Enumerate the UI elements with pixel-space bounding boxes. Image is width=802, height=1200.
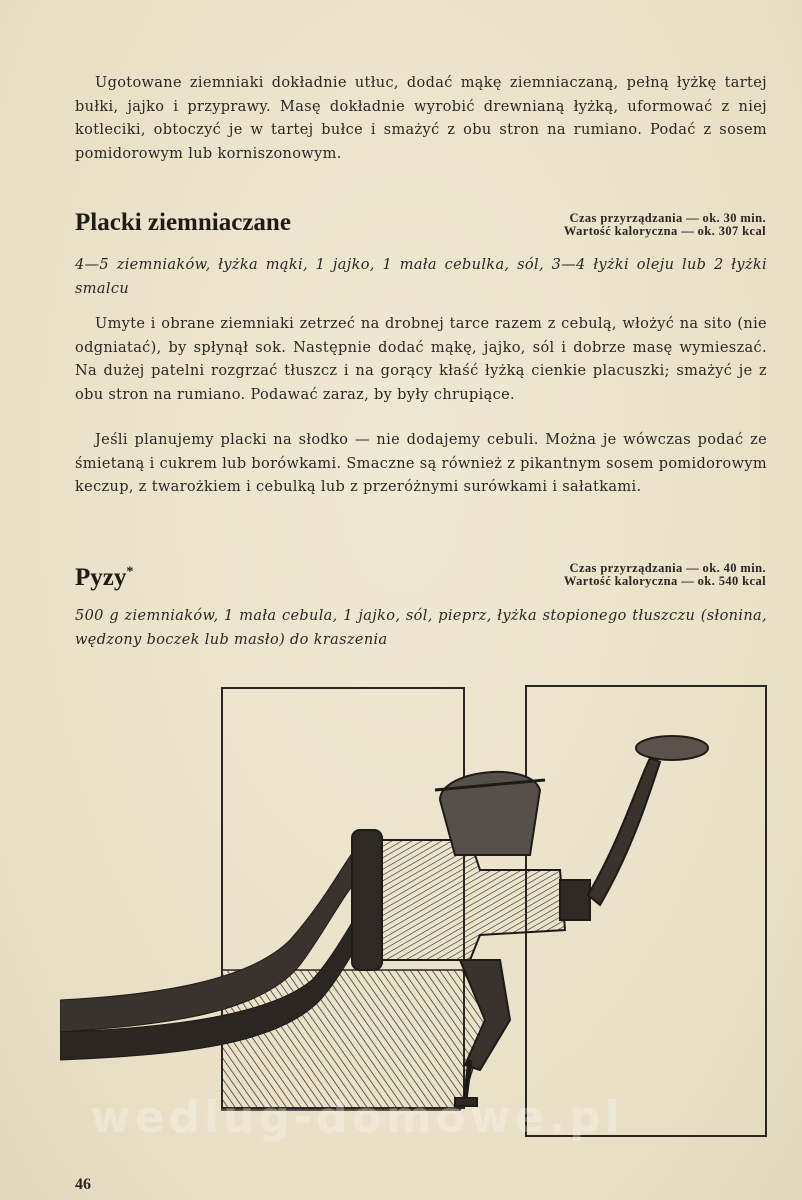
recipe-meta-pyzy [466, 562, 766, 588]
prep-time: Czas przyrządzania — ok. 40 min. [569, 561, 766, 575]
meat-grinder-illustration [60, 680, 780, 1150]
page-number: 46 [75, 1176, 91, 1193]
calories: Wartość kaloryczna — ok. 540 kcal [563, 574, 766, 588]
recipe-meta-placki [466, 212, 766, 238]
footnote-mark: * [126, 564, 134, 580]
recipe-title-pyzy [75, 564, 133, 592]
instructions-placki-2: Jeśli planujemy placki na słodko — nie dodajemy cebuli. Można je wówczas podać ze śmietaną i cukrem lub borówkami. Smaczne są również z pikantnym sosem pomidorowym keczup, z twarożkiem i cebulką lub z przeróżnymi surówkami i sałatkami. [75, 432, 767, 495]
intro-paragraph: Ugotowane ziemniaki dokładnie utłuc, dodać mąkę ziemniaczaną, pełną łyżkę tartej bułki, jajko i przyprawy. Masę dokładnie wyrobić drewnianą łyżką, uformować z niej kotleciki, obtoczyć je w tartej bułce i smażyć z obu stron na rumiano. Podać z sosem pomidorowym lub korniszonowym. [75, 75, 767, 162]
ingredients-placki: 4—5 ziemniaków, łyżka mąki, 1 jajko, 1 mała cebulka, sól, 3—4 łyżki oleju lub 2 łyżki smalcu [75, 257, 767, 297]
watermark: wedlug-domowe.pl [90, 1092, 624, 1143]
recipe-title-pyzy-text: Pyzy [75, 564, 127, 591]
recipe-title-placki: Placki ziemniaczane [75, 209, 291, 236]
calories: Wartość kaloryczna — ok. 307 kcal [563, 224, 766, 238]
instructions-placki-1: Umyte i obrane ziemniaki zetrzeć na drobnej tarce razem z cebulą, włożyć na sito (nie odgniatać), by spłynął sok. Następnie dodać mąkę, jajko, sól i dobrze masę wymieszać. Na dużej patelni rozgrzać tłuszcz i na gorący kłaść łyżką cienkie placuszki; smażyć je z obu stron na rumiano. Podawać zaraz, by były chrupiące. [75, 316, 767, 403]
prep-time: Czas przyrządzania — ok. 30 min. [569, 211, 766, 225]
ingredients-pyzy: 500 g ziemniaków, 1 mała cebula, 1 jajko, sól, pieprz, łyżka stopionego tłuszczu (słonina, wędzony boczek lub masło) do kraszenia [75, 608, 767, 648]
